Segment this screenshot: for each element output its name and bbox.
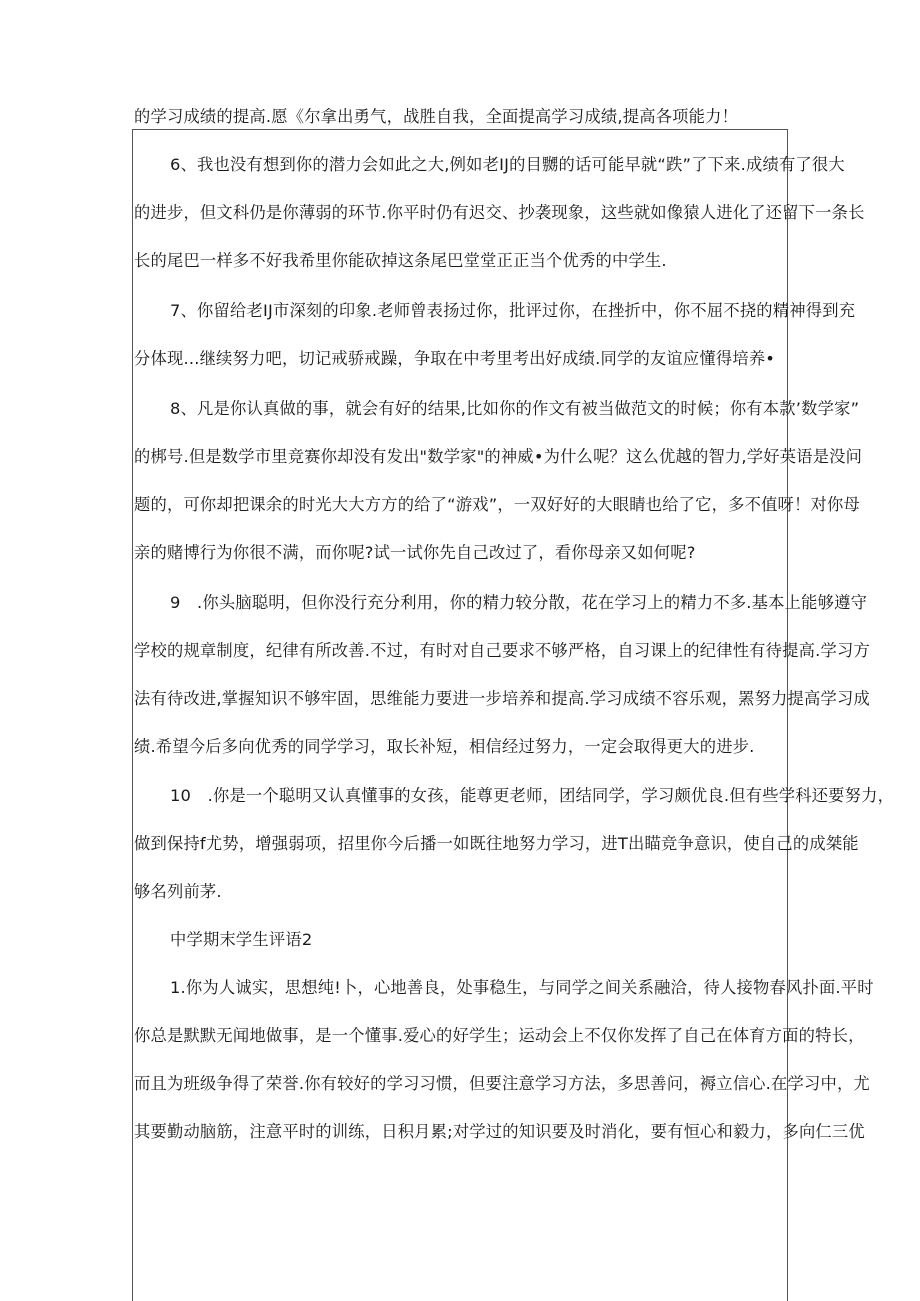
paragraph-9-line-2: 学校的规章制度，纪律有所改善.不过，有时对自己要求不够严格，自习课上的纪律性有待提高.学习方: [134, 641, 870, 660]
paragraph-10-line-2: 做到保持f尤势，增强弱项，招里你今后播一如既往地努力学习，进T出瞄竞争意识，使自己的成桀能: [134, 834, 859, 853]
paragraph-10-line-1: 10 .你是一个聪明又认真懂事的女孩，能尊更老师，团结同学，学习颇优良.但有些学科还要努力，: [170, 786, 895, 805]
section-2-paragraph-1-line-3: 而且为班级争得了荣誉.你有较好的学习习惯，但要注意学习方法，多思善问，褥立信心.在学习中，尤: [134, 1074, 870, 1093]
paragraph-6-line-2: 的进步，但文科仍是你薄弱的环节.你平时仍有迟交、抄袭现象，这些就如像猿人进化了还留下一条长: [134, 203, 865, 222]
paragraph-6-line-3: 长的尾巴一样多不好我希里你能砍掉这条尾巴堂堂正正当个优秀的中学生.: [134, 251, 667, 270]
section-2-paragraph-1-line-4: 其要勤动脑筋，注意平时的训练，日积月累;对学过的知识要及时消化，要有恒心和毅力，多向仁三优: [134, 1122, 865, 1141]
paragraph-9-line-1: 9 .你头脑聪明，但你没行充分利用，你的精力较分散，花在学习上的精力不多.基本上能够遵守: [170, 593, 868, 612]
paragraph-10-line-3: 够名列前茅.: [134, 882, 222, 901]
paragraph-8-line-4: 亲的赌博行为你很不满，而你呢?试一试你先自己改过了，看你母亲又如何呢?: [134, 543, 696, 562]
paragraph-8-line-3: 题的，可你却把课余的时光大大方方的给了“游戏”，一双好好的大眼睛也给了它，多不值呀！对你母: [134, 495, 860, 514]
top-line: 的学习成绩的提高.愿《尔拿出勇气，战胜自我，全面提高学习成绩,提高各项能力！: [134, 107, 739, 126]
section-2-paragraph-1-line-2: 你总是默默无闻地做事，是一个懂事.爱心的好学生；运动会上不仅你发挥了自己在体育方面的特长，: [134, 1026, 865, 1045]
paragraph-7-line-2: 分体现...继续努力吧，切记戒骄戒躁，争取在中考里考出好成绩.同学的友谊应懂得培养•: [134, 349, 776, 368]
paragraph-7-line-1: 7、你留给老IJ市深刻的印象.老师曾表扬过你，批评过你，在挫折中，你不屈不挠的精神得到充: [170, 301, 856, 320]
paragraph-9-line-4: 绩.希望今后多向优秀的同学学习，取长补短，相信经过努力，一定会取得更大的进步.: [134, 737, 755, 756]
paragraph-8-line-2: 的梆号.但是数学市里竞赛你却没有发出"数学家"的神威•为什么呢？这么优越的智力,学好英语是没问: [134, 447, 863, 466]
section-2-paragraph-1-line-1: 1.你为人诚实，思想纯!卜，心地善良，处事稳生，与同学之间关系融洽，待人接物春风扑面.平时: [170, 978, 874, 997]
paragraph-8-line-1: 8、凡是你认真做的事，就会有好的结果,比如你的作文有被当做范文的时候；你有本款’数学家”: [170, 399, 860, 418]
section-heading-2: 中学期末学生评语2: [170, 930, 313, 949]
paragraph-6-line-1: 6、我也没有想到你的潜力会如此之大,例如老IJ的目嬲的话可能早就“跌”了下来.成绩有了很大: [170, 155, 845, 174]
paragraph-9-line-3: 法有待改进,掌握知识不够牢固，思维能力要进一步培养和提高.学习成绩不容乐观，罴努力提高学习成: [134, 689, 870, 708]
